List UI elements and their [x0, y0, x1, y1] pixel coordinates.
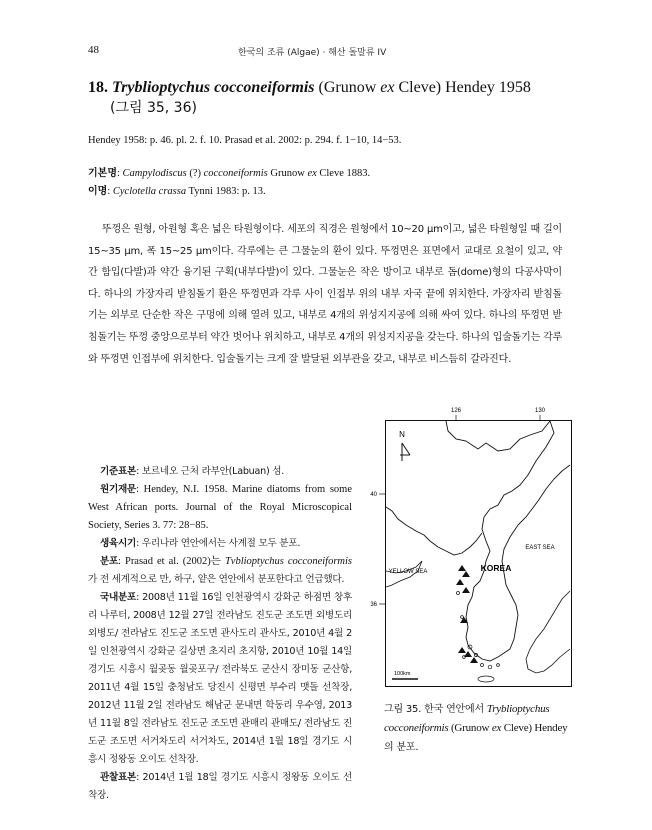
domestic-distribution [88, 589, 352, 769]
species-title [88, 78, 568, 118]
season [88, 535, 352, 553]
domestic-text: : 2008년 11월 16일 인천광역시 강화군 하점면 창후리 나루터, 2008년 12월 27일 전라남도 진도군 조도면 외병도리 외병도/ 전라남도 진도군 조도면 관사도리 관사도, 2010년 4월 2일 인천광역시 강화군 길상면 초지리 초지항, 2010년 10월 14일 경기도 시흥시 월곶동 월곶포구/ 전라북도 군산시 장미동 군산항, 2011년 4월 15일 충청남도 당진시 신평면 부수리 맷돌 선착장, 2012년 11월 2일 전라남도 해남군 문내면 학동리 우수영, 2013년 11월 8일 전라남도 진도군 조도면 관매리 관매도/ 전라남도 진도군 조도면 서거차도리 서거차도, 2014년 1월 18일 경기도 시흥시 정왕동 오이도 선착장. [88, 592, 352, 765]
observed-specimen [88, 769, 352, 805]
tick-40: 40 [370, 492, 377, 498]
original-label: 원기재문 [100, 484, 137, 495]
basionym-query: (?) [186, 168, 204, 179]
scale-bar [392, 671, 418, 679]
label-east-sea: EAST SEA [525, 545, 555, 551]
synonym: 이명: Cyclotella crassa Tynni 1983: p. 13. [88, 186, 266, 197]
authority-close: Cleve) Hendey 1958 [398, 79, 531, 96]
details-column [88, 463, 352, 805]
distribution [88, 553, 352, 589]
distribution-text-a: : Prasad et al. (2002)는 [118, 556, 225, 567]
caption-species: Tryblioptychus cocconeiformis [384, 703, 550, 734]
basionym: 기본명: Campylodiscus (?) cocconeiformis Grunow ex Cleve 1883. [88, 168, 371, 179]
synonym-ref: Tynni 1983: p. 13. [186, 186, 266, 197]
page-header [88, 44, 568, 60]
scale-label: 100km [394, 671, 411, 677]
coastline [386, 421, 570, 661]
synonym-name: Cyclotella crassa [112, 186, 187, 197]
figure-reference: (그림 35, 36) [110, 100, 197, 116]
season-text: : 우리나라 연안에서는 사계절 모두 분포. [136, 538, 301, 549]
references: Hendey 1958: p. 46. pl. 2. f. 10. Prasad et al. 2002: p. 294. f. 1−10, 14−53. [88, 135, 402, 146]
basionym-auth-ex: ex [307, 168, 317, 179]
figure-caption [384, 700, 572, 757]
observed-label: 관찰표본 [100, 772, 137, 783]
tick-130: 130 [534, 408, 546, 414]
map-drawing [386, 421, 571, 686]
caption-auth-a: (Grunow [448, 722, 492, 734]
type-locality-label: 기준표본 [100, 466, 137, 477]
type-locality [88, 463, 352, 481]
running-head: 한국의 조류 (Algae) · 해산 돌말류 IV [238, 48, 387, 58]
authority-open: (Grunow [318, 79, 377, 96]
tick-126: 126 [450, 408, 462, 414]
distribution-text-b: 가 전 세계적으로 만, 하구, 얕은 연안에서 분포한다고 언급했다. [88, 574, 345, 585]
authority-ex: ex [380, 79, 395, 96]
distribution-label: 분포 [100, 556, 119, 567]
label-korea: KOREA [480, 563, 512, 573]
basionym-auth-a: Grunow [267, 168, 308, 179]
observed-text: : 2014년 1월 18일 경기도 시흥시 정왕동 오이도 선착장. [88, 772, 352, 801]
basionym-name-post: cocconeiformis [203, 168, 268, 179]
caption-auth-b: Cleve) Hendey [501, 722, 568, 734]
basionym-name-pre: Campylodiscus [122, 168, 187, 179]
original-description [88, 481, 352, 535]
caption-suffix: 의 분포. [384, 742, 419, 753]
label-yellow-sea: YELLOW SEA [388, 569, 428, 575]
season-label: 생육시기 [100, 538, 137, 549]
tick-36: 36 [370, 602, 377, 608]
japan-coast [526, 591, 570, 673]
domestic-label: 국내분포 [100, 592, 137, 603]
species-name: Tryblioptychus cocconeiformis [112, 79, 315, 96]
basionym-auth-b: Cleve 1883. [316, 168, 371, 179]
description: 뚜껑은 원형, 아원형 혹은 넓은 타원형이다. 세포의 직경은 원형에서 10~20 μm이고, 넓은 타원형일 때 길이 15~35 μm, 폭 15~25 μm이다. 각루에는 큰 그물눈의 환이 있다. 뚜껑면은 표면에서 교대로 요철이 있고, 약간 함입(다발)과 약간 융기된 구획(내부다발)이 있다. 그물눈은 작은 방이고 내부로 돔(dome)형의 다공사막이다. 하나의 가장자리 받침돌기 환은 뚜껑면과 각루 사이 인접부 위의 내부 자국 끝에 위치한다. 가장자리 받침돌기는 외부로 단순한 작은 구멍에 의해 열려 있고, 내부로 4개의 위성지지공에 의해 싸여 있다. 하나의 뚜껑면 받침돌기는 뚜껑 중앙으로부터 약간 벗어나 위치하고, 내부로 4개의 위성지지공을 갖는다. 하나의 입술돌기는 각루와 뚜껑면 인접부에 위치한다. 입술돌기는 크게 잘 발달된 외부관을 갖고, 내부로 비스듬히 갈라진다. [88, 224, 562, 365]
basionym-label: 기본명 [88, 168, 117, 179]
original-text: : Hendey, N.I. 1958. Marine diatoms from some West African ports. Journal of the Royal Microscopical Society, Series 3. 77: 28−85. [88, 484, 352, 531]
type-locality-text: : 보르네오 근처 라부안(Labuan) 섬. [136, 466, 285, 477]
page-number: 48 [88, 44, 99, 56]
north-arrow-icon [399, 430, 410, 461]
caption-prefix: 그림 35. 한국 연안에서 [384, 704, 487, 715]
caption-auth-ex: ex [491, 722, 502, 734]
distribution-species: Tvblioptychus cocconeiformis [224, 556, 353, 567]
north-letter: N [399, 430, 405, 439]
species-number: 18. [88, 79, 108, 96]
sample-markers [456, 565, 478, 663]
islands [457, 592, 500, 683]
distribution-map [385, 420, 572, 687]
synonym-label: 이명 [88, 186, 108, 197]
